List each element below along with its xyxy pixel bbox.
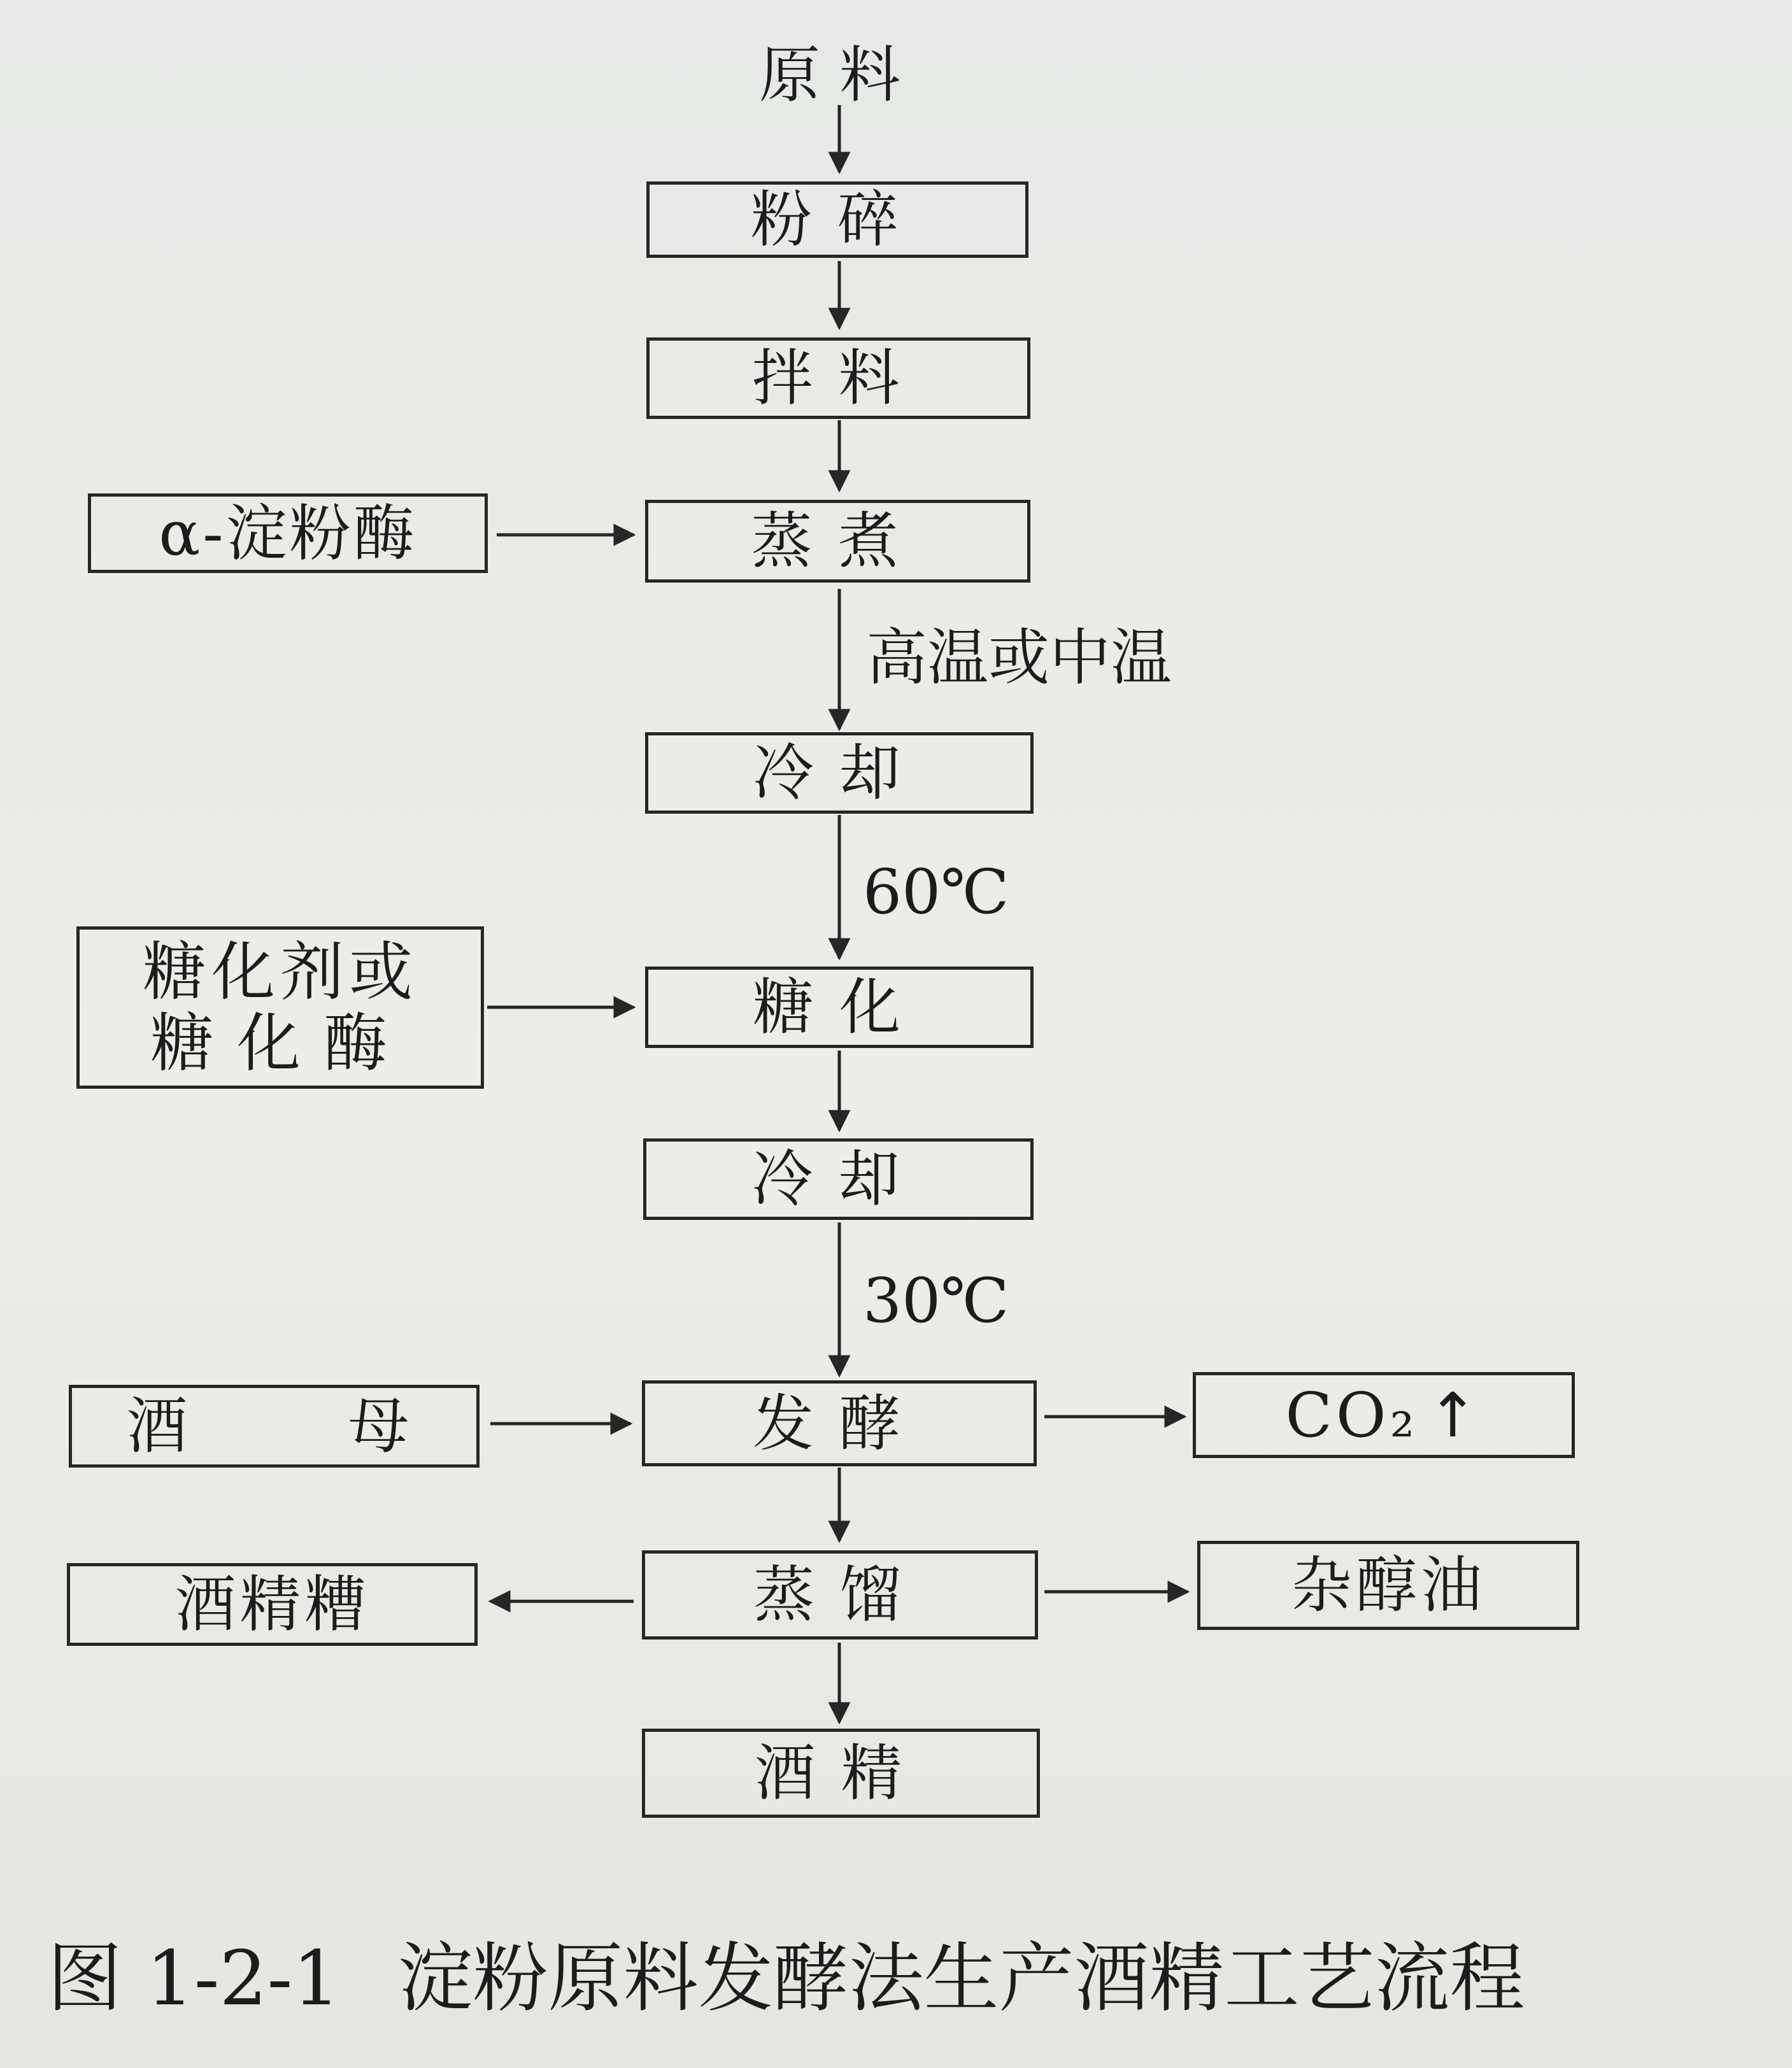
node-ferment-label: 发酵 (753, 1387, 926, 1459)
node-cool-1-label: 冷却 (753, 737, 926, 809)
input-saccharifier-line-2: 糖化酶 (150, 1005, 410, 1080)
input-yeast-label: 酒 母 (126, 1391, 422, 1462)
edge-label-60c: 60℃ (863, 856, 1009, 928)
node-crush-label: 粉碎 (751, 184, 924, 255)
node-alcohol-label: 酒精 (754, 1738, 928, 1809)
output-stillage-label: 酒精糟 (174, 1569, 370, 1640)
node-cool-2 (643, 1138, 1034, 1220)
figure-caption (47, 1934, 1525, 2022)
input-yeast (69, 1385, 480, 1468)
output-co2 (1193, 1372, 1575, 1458)
node-cool-1 (645, 732, 1034, 814)
node-ferment (642, 1380, 1037, 1466)
input-saccharifier-line-1: 糖化剂或 (143, 934, 418, 1009)
node-cool-2-label: 冷却 (751, 1144, 925, 1215)
output-fusel-oil (1197, 1541, 1579, 1630)
node-mix (646, 337, 1030, 419)
node-crush (646, 181, 1028, 258)
output-co2-label: CO₂ (1285, 1379, 1419, 1451)
input-saccharifier (76, 926, 484, 1089)
up-arrow-icon: ↑ (1427, 1379, 1483, 1451)
node-cook (645, 500, 1030, 583)
node-alcohol (642, 1729, 1040, 1818)
figure-title: 淀粉原料发酵法生产酒精工艺流程 (397, 1934, 1525, 2022)
figure-number: 图 1-2-1 (47, 1934, 341, 2022)
node-mix-label: 拌料 (751, 343, 925, 414)
edge-label-30c: 30℃ (863, 1265, 1009, 1336)
node-distill-label: 蒸馏 (753, 1559, 927, 1631)
output-stillage (67, 1563, 478, 1646)
edge-label-cook-cool: 高温或中温 (866, 622, 1172, 693)
start-label: 原料 (759, 39, 920, 111)
output-fusel-oil-label: 杂醇油 (1291, 1550, 1486, 1621)
node-cook-label: 蒸煮 (751, 506, 925, 577)
node-saccharify-label: 糖化 (753, 972, 926, 1043)
node-saccharify (645, 967, 1034, 1048)
node-distill (642, 1550, 1038, 1640)
input-amylase-label: α-淀粉酶 (159, 497, 417, 569)
input-amylase (88, 493, 488, 573)
